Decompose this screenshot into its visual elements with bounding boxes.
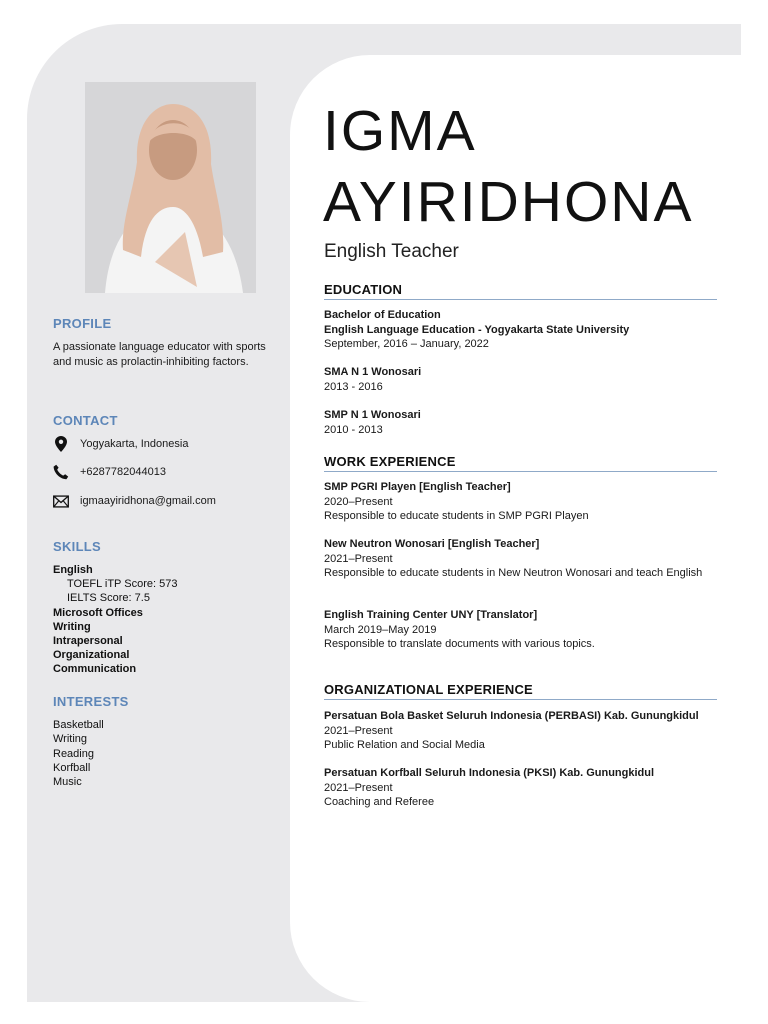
education-entry <box>324 308 724 352</box>
email-link[interactable]: igmaayiridhona@gmail.com <box>80 495 216 507</box>
education-title: Bachelor of Education <box>324 309 441 321</box>
work-date: 2021–Present <box>324 552 393 565</box>
interests-heading: INTERESTS <box>53 694 129 709</box>
map-pin-icon <box>53 436 69 452</box>
education-date: September, 2016 – January, 2022 <box>324 338 489 350</box>
organization-date: 2021–Present <box>324 781 393 794</box>
skill-toefl: TOEFL iTP Score: 573 <box>67 578 178 591</box>
interest-item: Reading <box>53 747 94 760</box>
work-title: English Training Center UNY [Translator] <box>324 609 538 621</box>
education-entry <box>324 408 724 437</box>
interest-item: Writing <box>53 733 88 746</box>
work-heading: WORK EXPERIENCE <box>324 454 717 472</box>
skill-microsoft: Microsoft Offices <box>53 606 143 619</box>
phone-icon <box>53 464 69 480</box>
name-line-2: AYIRIDHONA <box>323 170 694 234</box>
contact-phone <box>53 463 166 481</box>
skill-organizational: Organizational <box>53 649 130 662</box>
skill-english: English <box>53 564 93 576</box>
work-description: Responsible to educate students in SMP PGRI Playen <box>324 510 589 522</box>
skills-heading: SKILLS <box>53 539 102 554</box>
education-subtitle: English Language Education - Yogyakarta State University <box>324 323 630 336</box>
profile-photo <box>85 82 256 293</box>
person-name <box>323 96 694 238</box>
skills-list <box>53 563 177 677</box>
interest-item: Korfball <box>53 761 91 774</box>
skill-intrapersonal: Intrapersonal <box>53 635 123 648</box>
organization-date: 2021–Present <box>324 724 393 737</box>
work-date: March 2019–May 2019 <box>324 623 437 636</box>
organization-title: Persatuan Bola Basket Seluruh Indonesia (PERBASI) Kab. Gunungkidul <box>324 710 699 722</box>
organization-description: Coaching and Referee <box>324 796 435 808</box>
organization-title: Persatuan Korfball Seluruh Indonesia (PKSI) Kab. Gunungkidul <box>324 767 655 779</box>
work-date: 2020–Present <box>324 495 393 508</box>
education-title: SMA N 1 Wonosari <box>324 366 422 378</box>
contact-location <box>53 435 189 453</box>
name-line-1: IGMA <box>323 99 477 163</box>
skill-communication: Communication <box>53 663 137 676</box>
skill-ielts: IELTS Score: 7.5 <box>67 592 150 605</box>
education-date: 2010 - 2013 <box>324 423 383 436</box>
education-entry <box>324 365 724 394</box>
work-entry <box>324 480 724 524</box>
interest-item: Basketball <box>53 719 104 731</box>
contact-email <box>53 492 216 510</box>
phone-link[interactable]: +6287782044013 <box>80 466 166 478</box>
education-date: 2013 - 2016 <box>324 380 383 393</box>
work-description: Responsible to translate documents with various topics. <box>324 638 595 650</box>
work-entry <box>324 537 724 581</box>
envelope-icon <box>53 493 69 509</box>
portrait-illustration <box>85 82 256 293</box>
organization-entry <box>324 766 724 810</box>
interests-list <box>53 718 104 789</box>
profile-heading: PROFILE <box>53 316 112 331</box>
organizational-heading: ORGANIZATIONAL EXPERIENCE <box>324 682 717 700</box>
work-entry <box>324 608 724 652</box>
location-text: Yogyakarta, Indonesia <box>80 438 189 450</box>
work-description: Responsible to educate students in New Neutron Wonosari and teach English <box>324 567 703 579</box>
education-heading: EDUCATION <box>324 282 717 300</box>
organization-description: Public Relation and Social Media <box>324 739 485 751</box>
profile-text: A passionate language educator with sports and music as prolactin-inhibiting factors. <box>53 341 266 368</box>
contact-heading: CONTACT <box>53 413 118 428</box>
work-title: New Neutron Wonosari [English Teacher] <box>324 538 540 550</box>
work-title: SMP PGRI Playen [English Teacher] <box>324 481 511 493</box>
job-role: English Teacher <box>324 241 459 262</box>
education-title: SMP N 1 Wonosari <box>324 409 421 421</box>
skill-writing: Writing <box>53 620 91 633</box>
interest-item: Music <box>53 776 82 789</box>
organization-entry <box>324 709 724 753</box>
